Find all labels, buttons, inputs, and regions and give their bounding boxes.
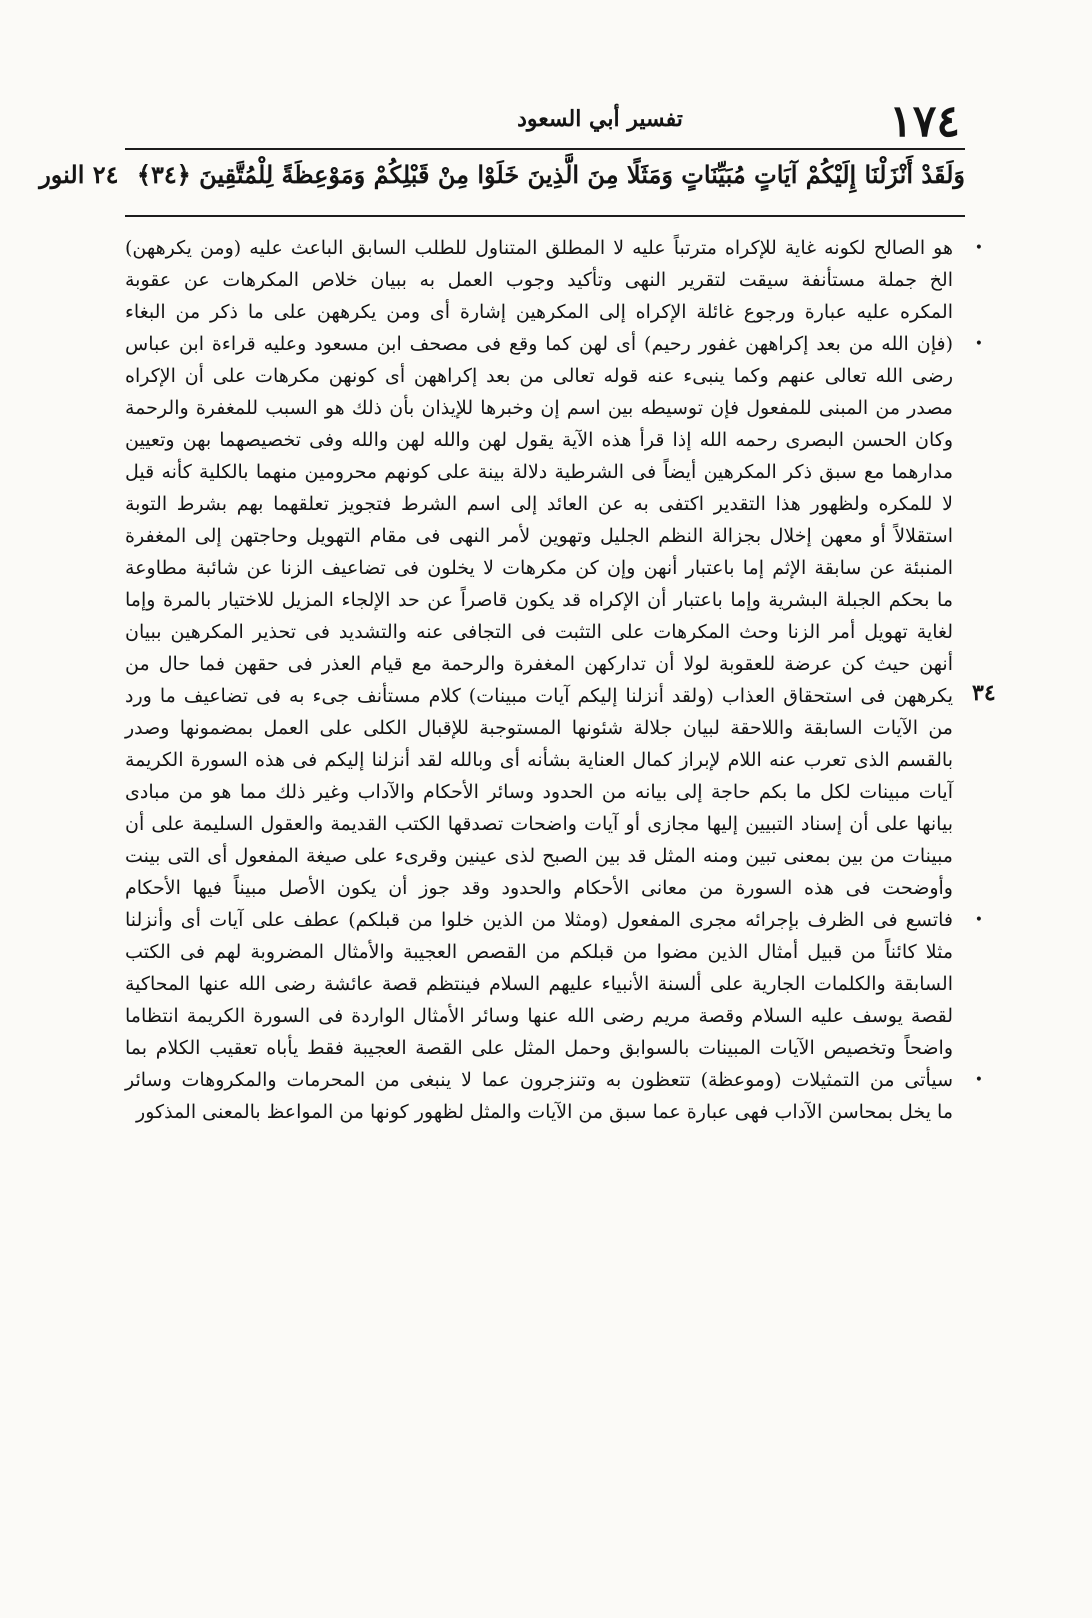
text-line-content: استقلالاً أو معهن إخلال بجزالة النظم الجليل وتهوين لأمر النهى فى مقام التهويل وحاجتهن إلى المغفرة bbox=[125, 525, 953, 547]
book-title: تفسير أبي السعود bbox=[517, 106, 683, 132]
page-header bbox=[140, 96, 960, 152]
text-line-content: لا للمكره ولظهور هذا التقدير اكتفى به عن العائد إلى اسم الشرط فتجويز تعلقهما بهم بشرط التوبة bbox=[125, 493, 953, 515]
header-rule bbox=[125, 148, 965, 150]
text-line-content: رضى الله تعالى عنهم وكما ينبىء عنه قوله تعالى من بعد إكراههن أى كونهن مكرهات على أن الإكراه bbox=[125, 365, 953, 387]
text-line-content: مدارهما مع سبق ذكر المكرهين أيضاً فى الشرطية دلالة بينة على كونهم محرومين منهما بالكلية كأنه قيل bbox=[125, 461, 953, 483]
text-line-content: بيانها على أن إسناد التبيين إليها مجازى أو آيات واضحات تصدقها الكتب القديمة والعقول السليمة على أن bbox=[125, 813, 953, 835]
text-line bbox=[125, 808, 965, 840]
quranic-verse bbox=[39, 160, 965, 200]
text-line-content: الخ جملة مستأنفة سيقت لتقرير النهى وتأكيد وجوب العمل به ببيان خلاص المكرهات عن عقوبة bbox=[125, 269, 953, 291]
text-line bbox=[125, 648, 965, 680]
margin-verse-number: ٣٤ bbox=[972, 680, 996, 706]
text-line-content: أنهن حيث كن عرضة للعقوبة لولا أن تداركهن المغفرة والرحمة مع قيام العذر فى حقهن فما حال من bbox=[125, 653, 954, 675]
text-line-content: مبينات من بين بمعنى تبين ومنه المثل قد بين الصبح لذى عينين وقرىء على صيغة المفعول أى التى بينت bbox=[125, 845, 953, 867]
text-line-content: سيأتى من التمثيلات (وموعظة) تتعظون به وتنزجرون عما لا ينبغى من المحرمات والمكروهات وسائر bbox=[125, 1069, 953, 1091]
verse-rule bbox=[125, 215, 965, 217]
text-line bbox=[125, 584, 965, 616]
text-line bbox=[125, 904, 983, 936]
text-line bbox=[125, 488, 965, 520]
bullet-marker: • bbox=[974, 1072, 983, 1088]
text-line bbox=[125, 392, 965, 424]
text-line bbox=[125, 456, 965, 488]
text-line-content: ما يخل بمحاسن الآداب فهى عبارة عما سبق من الآيات والمثل لظهور كونها من المواعظ بالمعنى المذكور bbox=[136, 1101, 953, 1123]
text-line bbox=[125, 776, 965, 808]
text-line-content: مثلا كائناً من قبيل أمثال الذين مضوا من قبلكم من القصص العجيبة والأمثال المضروبة لهم فى الكتب bbox=[125, 941, 953, 963]
verse-text: وَلَقَدْ أَنْزَلْنَا إِلَيْكُمْ آيَاتٍ مُبَيِّنَاتٍ وَمَثَلًا مِنَ الَّذِينَ خَلَوْا مِنْ قَبْلِكُمْ وَمَوْعِظَةً لِلْمُتَّقِينَ ﴿٣٤﴾ bbox=[136, 160, 965, 189]
text-line-content: (فإن الله من بعد إكراههن غفور رحيم) أى لهن كما وقع فى مصحف ابن مسعود وعليه قراءة ابن عباس bbox=[125, 333, 953, 355]
text-line-content: وكان الحسن البصرى رحمه الله إذا قرأ هذه الآية يقول لهن والله لهن والله وفى تخصيصهما بهن وتعيين bbox=[125, 429, 953, 451]
text-line bbox=[125, 712, 965, 744]
text-line-content: ما بحكم الجبلة البشرية وإما باعتبار أن الإكراه قد يكون قاصراً عن حد الإلجاء المزيل للاختيار بالمرة وإما bbox=[125, 589, 953, 611]
bullet-marker: • bbox=[974, 240, 983, 256]
text-line bbox=[125, 936, 965, 968]
text-line bbox=[125, 232, 983, 264]
surah-reference: ٢٤ النور bbox=[39, 160, 119, 189]
text-line bbox=[125, 328, 983, 360]
text-line-content: المكره عليه عبارة ورجوع غائلة الإكراه إلى المكرهين إشارة أى ومن يكرههن على ما ذكر من البغاء bbox=[125, 301, 953, 323]
text-line bbox=[125, 360, 965, 392]
text-line bbox=[125, 1032, 965, 1064]
text-line bbox=[125, 552, 965, 584]
text-line-content: آيات مبينات لكل ما بكم حاجة إلى بيانه من الحدود وسائر الأحكام والآداب وغير ذلك مما هو من مبادى bbox=[125, 781, 953, 803]
text-line-content: فاتسع فى الظرف بإجرائه مجرى المفعول (ومثلا من الذين خلوا من قبلكم) عطف على آيات أى وأنزلنا bbox=[125, 909, 953, 931]
text-line-content: هو الصالح لكونه غاية للإكراه مترتباً عليه لا المطلق المتناول للطلب السابق الباعث عليه (ومن يكرههن) bbox=[125, 237, 953, 259]
text-line-content: واضحاً وتخصيص الآيات المبينات بالسوابق وحمل المثل على القصة العجيبة فقط يأباه تعقيب الكلام بما bbox=[125, 1037, 953, 1059]
text-line-content: بالقسم الذى تعرب عنه اللام لإبراز كمال العناية بشأنه أى وبالله لقد أنزلنا إليكم فى هذه السورة الكريمة bbox=[125, 749, 953, 771]
text-line bbox=[125, 680, 965, 712]
text-line-content: السابقة والكلمات الجارية على ألسنة الأنبياء عليهم السلام فينتظم قصة عائشة رضى الله عنها المحاكية bbox=[125, 973, 953, 995]
text-line-content: وأوضحت فى هذه السورة من معانى الأحكام والحدود وقد جوز أن يكون الأصل مبيناً فيها الأحكام bbox=[125, 877, 953, 899]
text-line bbox=[125, 264, 965, 296]
bullet-marker: • bbox=[974, 336, 983, 352]
text-line-content: لقصة يوسف عليه السلام وقصة مريم رضى الله عنها وسائر الأمثال الواردة فى السورة الكريمة انتظاما bbox=[125, 1005, 953, 1027]
text-line-content: المنبئة عن سابقة الإثم إما باعتبار أنهن وإن كن مكرهات لا يخلون فى تضاعيف الزنا عن شائبة مطاوعة bbox=[125, 557, 953, 579]
text-line bbox=[125, 1000, 965, 1032]
text-line-content: لغاية تهويل أمر الزنا وحث المكرهات على التثبت فى التجافى عنه والتشديد فى تحذير المكرهين ببيان bbox=[125, 621, 953, 643]
text-line-content: من الآيات السابقة واللاحقة لبيان جلالة شئونها المستوجبة للإقبال الكلى على العمل بمضمونها وصدر bbox=[125, 717, 953, 739]
text-line-content: يكرههن فى استحقاق العذاب (ولقد أنزلنا إليكم آيات مبينات) كلام مستأنف جىء به فى تضاعيف ما ورد bbox=[125, 685, 953, 707]
text-line bbox=[125, 840, 965, 872]
text-line bbox=[125, 296, 965, 328]
text-line bbox=[125, 616, 965, 648]
page-number: ١٧٤ bbox=[889, 96, 960, 147]
text-line bbox=[125, 520, 965, 552]
text-line bbox=[125, 1096, 965, 1128]
text-line bbox=[125, 968, 965, 1000]
text-line bbox=[125, 744, 965, 776]
text-line-content: مصدر من المبنى للمفعول فإن توسيطه بين اسم إن وخبرها للإيذان بأن ذلك هو السبب للمغفرة والرحمة bbox=[125, 397, 953, 419]
text-line bbox=[125, 424, 965, 456]
text-line bbox=[125, 872, 965, 904]
bullet-marker: • bbox=[974, 912, 983, 928]
text-line bbox=[125, 1064, 983, 1096]
commentary-text bbox=[125, 232, 983, 1128]
